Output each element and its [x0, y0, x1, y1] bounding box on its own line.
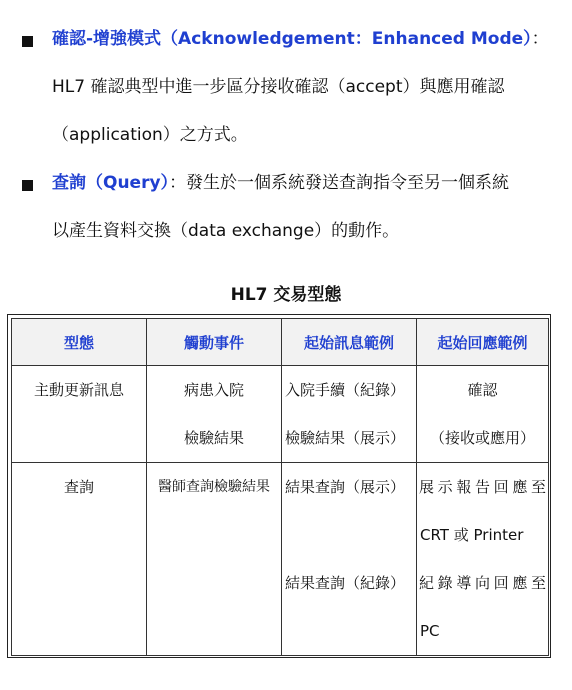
header-cell: 型態 [12, 319, 147, 366]
cell-text: 檢驗結果 [183, 429, 244, 447]
cell-text: 結果查詢（展示） [285, 478, 406, 496]
cell-text: 檢驗結果（展示） [285, 429, 406, 447]
cell-text: 主動更新訊息 [33, 381, 124, 399]
type-cell [12, 366, 147, 463]
bullet-heading-line [52, 28, 549, 50]
cell-text: 確認 [467, 381, 498, 399]
header-cell: 起始訊息範例 [282, 319, 417, 366]
type-cell [12, 463, 147, 656]
table-row [12, 463, 549, 656]
cell-text: PC [420, 622, 440, 640]
cell-text: CRT 或 Printer [420, 526, 524, 544]
cell-text: 病患入院 [183, 381, 244, 399]
response-cell [417, 463, 549, 656]
event-cell [147, 463, 282, 656]
table-grid [11, 318, 549, 656]
bullet-term: 確認-增強模式（Acknowledgement：Enhanced Mode） [52, 29, 532, 49]
message-cell [282, 366, 417, 463]
response-cell [417, 366, 549, 463]
bullet-separator: ：發生於一個系統發送查詢指令至另一個系統 [169, 173, 510, 193]
bullet-heading-line [52, 172, 509, 194]
bullet-term: 查詢（Query） [52, 173, 170, 193]
cell-spacer [282, 511, 416, 559]
cell-text: 醫師查詢檢驗結果 [158, 479, 270, 495]
bullet-separator: ： [531, 29, 549, 49]
table-row [12, 366, 549, 463]
square-bullet-icon [22, 36, 33, 47]
header-cell: 觸動事件 [147, 319, 282, 366]
cell-text: 入院手續（紀錄） [285, 381, 406, 399]
square-bullet-icon [22, 180, 33, 191]
bullet-body-line: （application）之方式。 [52, 125, 248, 145]
bullet-body-line: 以產生資料交換（data exchange）的動作。 [52, 221, 400, 241]
cell-text: （接收或應用） [429, 429, 535, 447]
cell-text: 展示報告回應至 [419, 478, 546, 496]
message-cell [282, 463, 417, 656]
table-caption: HL7 交易型態 [230, 285, 342, 305]
bullet-body-line: HL7 確認典型中進一步區分接收確認（accept）與應用確認 [52, 77, 505, 97]
header-cell: 起始回應範例 [417, 319, 549, 366]
cell-text: 結果查詢（紀錄） [285, 574, 406, 592]
event-cell [147, 366, 282, 463]
transaction-types-table [7, 314, 551, 658]
cell-text: 查詢 [63, 478, 94, 496]
table-header-row [12, 319, 549, 366]
cell-text: 紀錄導向回應至 [419, 574, 546, 592]
